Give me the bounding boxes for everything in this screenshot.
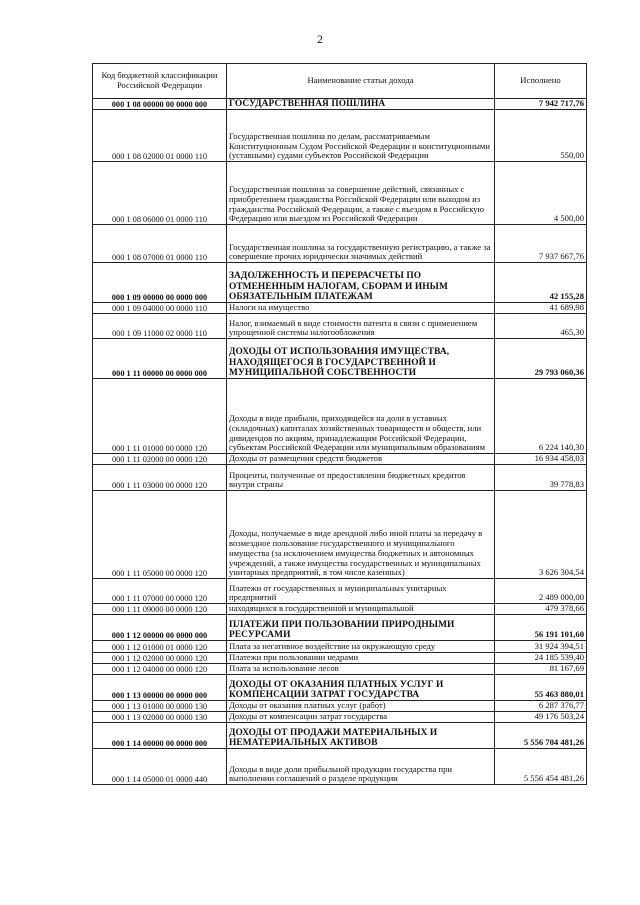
row-code: 000 1 08 06000 01 0000 110 xyxy=(93,162,227,225)
row-name: находящихся в государственной и муниципальной xyxy=(227,604,495,615)
table-row xyxy=(93,664,587,675)
row-name: Доходы, получаемые в виде арендной либо иной платы за передачу в возмездное пользование государственного и муниципального имущества (за исключением имущества бюджетных и автономных учреждений, а также имущества государственных и муниципальных унитарных предприятий, в том числе казенных) xyxy=(227,491,495,579)
table-row xyxy=(93,491,587,579)
row-value: 6 224 140,30 xyxy=(495,379,587,454)
row-value: 2 489 000,00 xyxy=(495,579,587,604)
row-value: 49 176 503,24 xyxy=(495,712,587,723)
row-code: 000 1 12 04000 00 0000 120 xyxy=(93,664,227,675)
row-code: 000 1 08 00000 00 0000 000 xyxy=(93,99,227,110)
row-value: 4 500,00 xyxy=(495,162,587,225)
row-name: Доходы от компенсации затрат государства xyxy=(227,712,495,723)
row-code: 000 1 12 02000 00 0000 120 xyxy=(93,653,227,664)
row-value: 24 185 539,40 xyxy=(495,653,587,664)
header-name: Наименование статьи дохода xyxy=(227,64,495,99)
row-code: 000 1 08 02000 01 0000 110 xyxy=(93,110,227,162)
table-row xyxy=(93,379,587,454)
row-value: 6 287 376,77 xyxy=(495,701,587,712)
row-name: Доходы от оказания платных услуг (работ) xyxy=(227,701,495,712)
row-value: 3 626 304,54 xyxy=(495,491,587,579)
row-value: 55 463 880,01 xyxy=(495,675,587,701)
row-code: 000 1 14 05000 01 0000 440 xyxy=(93,749,227,785)
row-code: 000 1 09 11000 02 0000 110 xyxy=(93,314,227,339)
table-row xyxy=(93,653,587,664)
row-value: 29 793 060,36 xyxy=(495,339,587,379)
row-code: 000 1 09 04000 00 0000 110 xyxy=(93,303,227,314)
row-code: 000 1 09 00000 00 0000 000 xyxy=(93,263,227,303)
row-name: Доходы в виде доли прибыльной продукции государства при выполнении соглашений о разделе продукции xyxy=(227,749,495,785)
row-value: 479 378,66 xyxy=(495,604,587,615)
row-value: 5 556 454 481,26 xyxy=(495,749,587,785)
row-code: 000 1 14 00000 00 0000 000 xyxy=(93,723,227,749)
row-code: 000 1 12 00000 00 0000 000 xyxy=(93,615,227,641)
row-name: Проценты, полученные от предоставления бюджетных кредитов внутри страны xyxy=(227,465,495,491)
row-name: Государственная пошлина за совершение действий, связанных с приобретением гражданства Российской Федерации или выходом из гражданства Российской Федерации, а также с въездом в Российскую Федерацию или выездом из Российской Федерации xyxy=(227,162,495,225)
row-code: 000 1 08 07000 01 0000 110 xyxy=(93,225,227,263)
row-name: ПЛАТЕЖИ ПРИ ПОЛЬЗОВАНИИ ПРИРОДНЫМИ РЕСУРСАМИ xyxy=(227,615,495,641)
header-value: Исполнено xyxy=(495,64,587,99)
page-number: 2 xyxy=(317,32,323,46)
row-value: 465,30 xyxy=(495,314,587,339)
row-value: 42 155,28 xyxy=(495,263,587,303)
revenue-table xyxy=(92,63,587,785)
row-name: ДОХОДЫ ОТ ПРОДАЖИ МАТЕРИАЛЬНЫХ И НЕМАТЕРИАЛЬНЫХ АКТИВОВ xyxy=(227,723,495,749)
row-name: Государственная пошлина по делам, рассматриваемым Конституционным Судом Российской Федерации и конституционными (уставными) судами субъектов Российской Федерации xyxy=(227,110,495,162)
row-code: 000 1 11 07000 00 0000 120 xyxy=(93,579,227,604)
table-row xyxy=(93,675,587,701)
table-row xyxy=(93,314,587,339)
row-code: 000 1 13 00000 00 0000 000 xyxy=(93,675,227,701)
header-code: Код бюджетной классификации Российской Федерации xyxy=(93,64,227,99)
row-name: Доходы в виде прибыли, приходящейся на доли в уставных (складочных) капиталах хозяйственных товариществ и обществ, или дивидендов по акциям, принадлежащим Российской Федерации, субъектам Российской Федерации или муниципальным образованиям xyxy=(227,379,495,454)
row-name: Платежи при пользовании недрами xyxy=(227,653,495,664)
table-row xyxy=(93,303,587,314)
table-row xyxy=(93,99,587,110)
row-code: 000 1 11 02000 00 0000 120 xyxy=(93,454,227,465)
table-row xyxy=(93,110,587,162)
row-value: 7 937 667,76 xyxy=(495,225,587,263)
row-value: 550,00 xyxy=(495,110,587,162)
row-name: ДОХОДЫ ОТ ОКАЗАНИЯ ПЛАТНЫХ УСЛУГ И КОМПЕНСАЦИИ ЗАТРАТ ГОСУДАРСТВА xyxy=(227,675,495,701)
table-row xyxy=(93,579,587,604)
table-row xyxy=(93,615,587,641)
table-row xyxy=(93,263,587,303)
row-value: 81 167,69 xyxy=(495,664,587,675)
row-value: 41 689,98 xyxy=(495,303,587,314)
table-row xyxy=(93,701,587,712)
row-name: Доходы от размещения средств бюджетов xyxy=(227,454,495,465)
table-row xyxy=(93,454,587,465)
table-row xyxy=(93,465,587,491)
row-name: ЗАДОЛЖЕННОСТЬ И ПЕРЕРАСЧЕТЫ ПО ОТМЕНЕННЫМ НАЛОГАМ, СБОРАМ И ИНЫМ ОБЯЗАТЕЛЬНЫМ ПЛАТЕЖАМ xyxy=(227,263,495,303)
row-code: 000 1 13 02000 00 0000 130 xyxy=(93,712,227,723)
row-name: Налоги на имущество xyxy=(227,303,495,314)
row-code: 000 1 11 00000 00 0000 000 xyxy=(93,339,227,379)
row-value: 56 191 101,60 xyxy=(495,615,587,641)
row-code: 000 1 11 03000 00 0000 120 xyxy=(93,465,227,491)
row-name: Налог, взимаемый в виде стоимости патента в связи с применением упрощенной системы налогообложения xyxy=(227,314,495,339)
row-code: 000 1 13 01000 00 0000 130 xyxy=(93,701,227,712)
table-row xyxy=(93,749,587,785)
table-row xyxy=(93,723,587,749)
table-row xyxy=(93,604,587,615)
table-row xyxy=(93,641,587,653)
row-code: 000 1 12 01000 01 0000 120 xyxy=(93,641,227,653)
row-name: ДОХОДЫ ОТ ИСПОЛЬЗОВАНИЯ ИМУЩЕСТВА, НАХОДЯЩЕГОСЯ В ГОСУДАРСТВЕННОЙ И МУНИЦИПАЛЬНОЙ СОБСТВЕННОСТИ xyxy=(227,339,495,379)
row-value: 31 924 394,51 xyxy=(495,641,587,653)
row-value: 5 556 704 481,26 xyxy=(495,723,587,749)
row-value: 7 942 717,76 xyxy=(495,99,587,110)
row-code: 000 1 11 09000 00 0000 120 xyxy=(93,604,227,615)
table-row xyxy=(93,225,587,263)
table-header-row xyxy=(93,64,587,99)
row-code: 000 1 11 01000 00 0000 120 xyxy=(93,379,227,454)
row-name: Государственная пошлина за государственную регистрацию, а также за совершение прочих юридически значимых действий xyxy=(227,225,495,263)
row-name: ГОСУДАРСТВЕННАЯ ПОШЛИНА xyxy=(227,99,495,110)
row-name: Плата за негативное воздействие на окружающую среду xyxy=(227,641,495,653)
row-value: 39 778,83 xyxy=(495,465,587,491)
row-name: Платежи от государственных и муниципальных унитарных предприятий xyxy=(227,579,495,604)
table-row xyxy=(93,339,587,379)
table-row xyxy=(93,162,587,225)
row-name: Плата за использование лесов xyxy=(227,664,495,675)
table-row xyxy=(93,712,587,723)
row-code: 000 1 11 05000 00 0000 120 xyxy=(93,491,227,579)
row-value: 16 934 458,03 xyxy=(495,454,587,465)
